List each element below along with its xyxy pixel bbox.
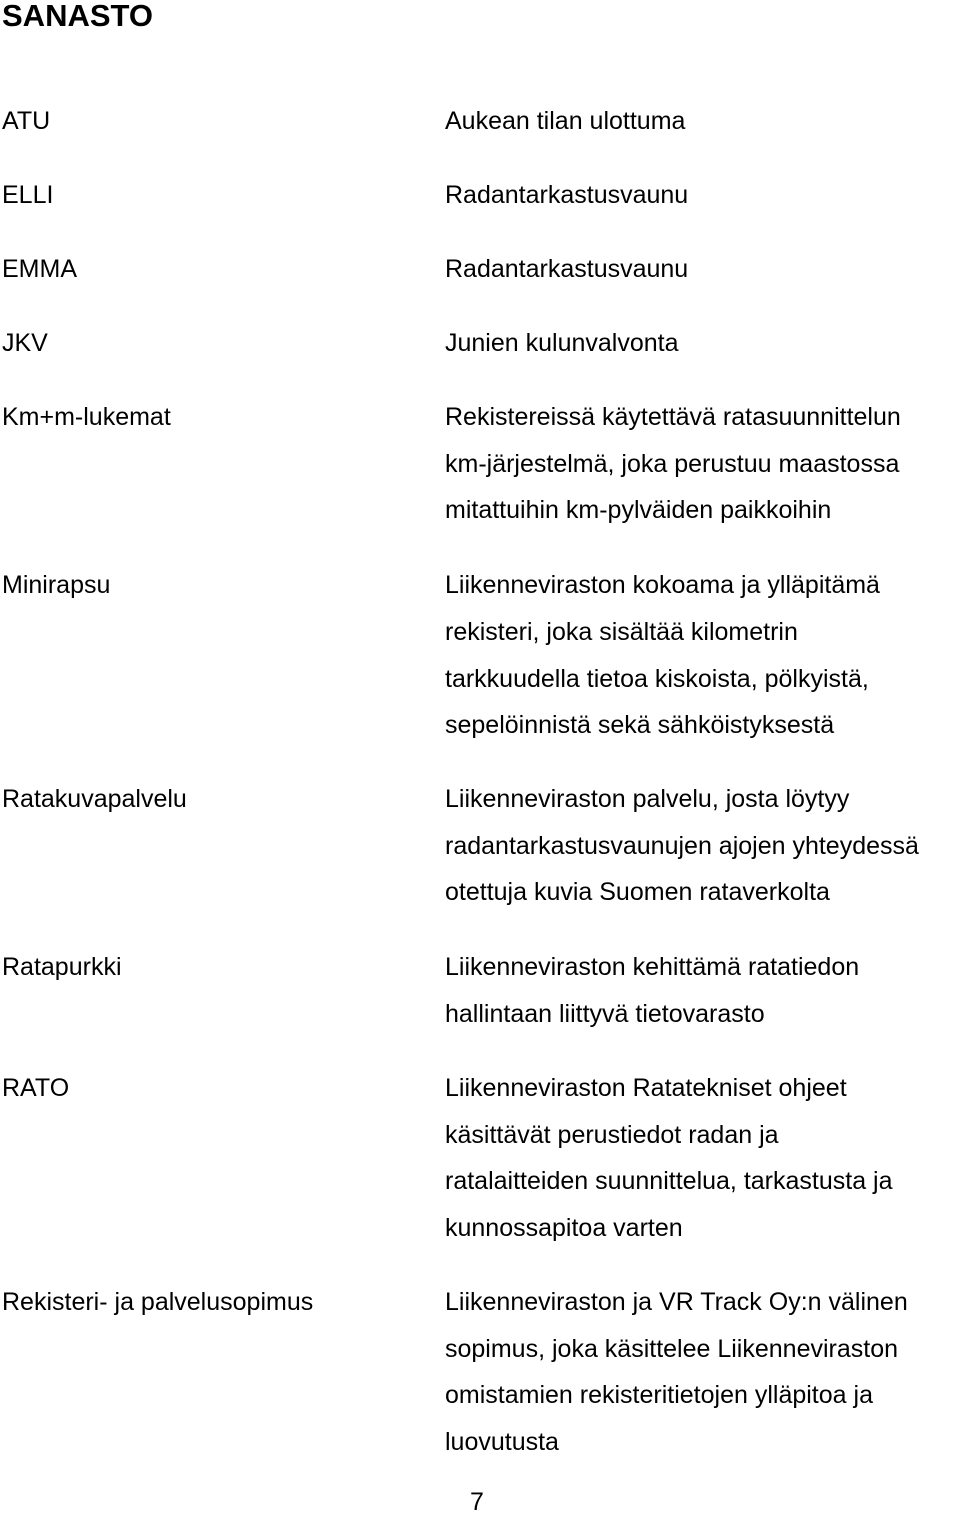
glossary-term: Rekisteri- ja palvelusopimus	[2, 1288, 314, 1316]
glossary-definition-line: sopimus, joka käsittelee Liikenneviraston	[445, 1335, 899, 1363]
glossary-definition-line: mitattuihin km-pylväiden paikkoihin	[445, 496, 832, 524]
glossary-term: EMMA	[2, 255, 77, 283]
glossary-term: RATO	[2, 1074, 70, 1102]
glossary-definition-line: Rekistereissä käytettävä ratasuunnittelun	[445, 403, 901, 431]
glossary-definition-line: käsittävät perustiedot radan ja	[445, 1121, 779, 1149]
glossary-definition-line: Liikenneviraston Ratatekniset ohjeet	[445, 1074, 847, 1102]
glossary-definition-line: rekisteri, joka sisältää kilometrin	[445, 618, 798, 646]
glossary-term: Ratakuvapalvelu	[2, 785, 187, 813]
glossary-definition-line: tarkkuudella tietoa kiskoista, pölkyistä,	[445, 665, 869, 693]
glossary-definition-line: Radantarkastusvaunu	[445, 181, 689, 209]
glossary-definition-line: omistamien rekisteritietojen ylläpitoa ja	[445, 1381, 873, 1409]
glossary-definition-line: sepelöinnistä sekä sähköistyksestä	[445, 711, 835, 739]
page-number: 7	[470, 1488, 484, 1516]
glossary-definition-line: hallintaan liittyvä tietovarasto	[445, 1000, 765, 1028]
glossary-definition-line: Liikenneviraston kehittämä ratatiedon	[445, 953, 860, 981]
glossary-definition-line: otettuja kuvia Suomen rataverkolta	[445, 878, 830, 906]
glossary-definition-line: kunnossapitoa varten	[445, 1214, 683, 1242]
glossary-definition-line: Aukean tilan ulottuma	[445, 107, 686, 135]
glossary-definition-line: Junien kulunvalvonta	[445, 329, 679, 357]
glossary-definition-line: Liikenneviraston palvelu, josta löytyy	[445, 785, 850, 813]
glossary-definition-line: Liikenneviraston ja VR Track Oy:n välinen	[445, 1288, 908, 1316]
page-title: SANASTO	[2, 0, 154, 33]
glossary-definition-line: radantarkastusvaunujen ajojen yhteydessä	[445, 832, 919, 860]
glossary-term: ELLI	[2, 181, 54, 209]
glossary-definition-line: luovutusta	[445, 1428, 559, 1456]
glossary-definition-line: km-järjestelmä, joka perustuu maastossa	[445, 450, 900, 478]
glossary-definition-line: Radantarkastusvaunu	[445, 255, 689, 283]
glossary-term: ATU	[2, 107, 51, 135]
glossary-term: JKV	[2, 329, 48, 357]
glossary-definition-line: ratalaitteiden suunnittelua, tarkastusta ja	[445, 1167, 893, 1195]
glossary-term: Minirapsu	[2, 571, 111, 599]
glossary-definition-line: Liikenneviraston kokoama ja ylläpitämä	[445, 571, 880, 599]
glossary-term: Km+m-lukemat	[2, 403, 171, 431]
glossary-term: Ratapurkki	[2, 953, 122, 981]
